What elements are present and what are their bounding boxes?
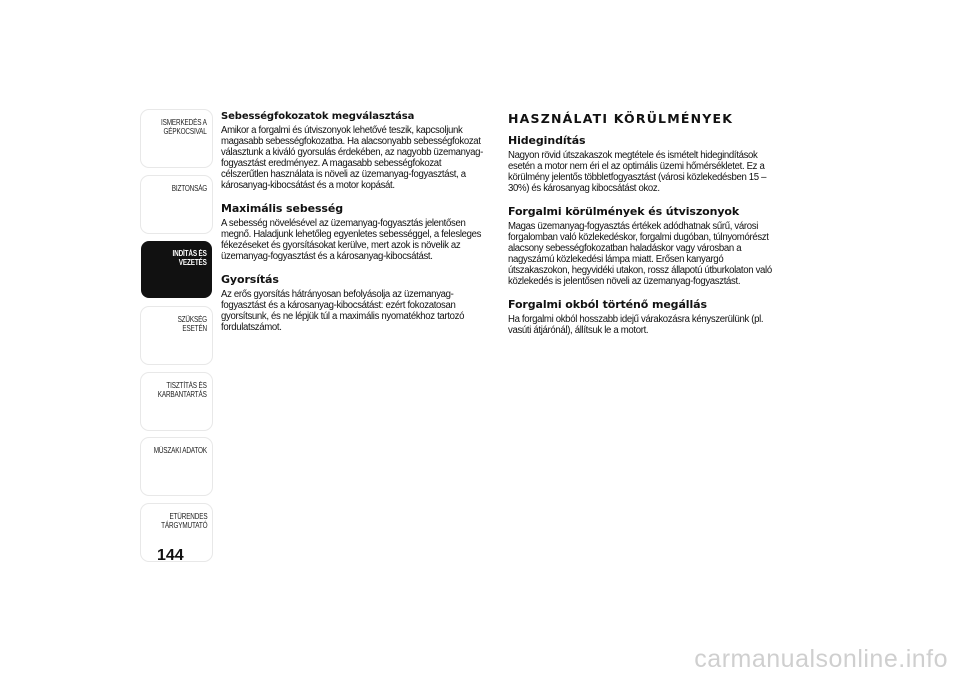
- left-column: [221, 111, 501, 344]
- max-speed-text: A sebesség növelésével az üzemanyag-fogyasztás jelentősen megnő. Haladjunk lehetőleg egyenletes sebességgel, a felesleges fékezéseket és gyorsításokat kerülve, mert azok is növelik az üzemanyag-fogyasztást és a károsanyag-kibocsátást.: [221, 218, 482, 262]
- max-speed-title: Maximális sebesség: [221, 202, 344, 215]
- stops-text: Ha forgalmi okból hosszabb idejű várakozásra kényszerülünk (pl. vasúti átjárónál), állítsuk le a motort.: [508, 314, 764, 336]
- tab-label: SZÜKSÉG ESETÉN: [177, 315, 207, 333]
- tab-label: BIZTONSÁG: [171, 184, 207, 193]
- tab-tisztitas[interactable]: [141, 373, 212, 430]
- tab-szukseg-eseten[interactable]: [141, 307, 212, 364]
- gear-selection-title: Sebességfokozatok megválasztása: [221, 111, 415, 122]
- right-column: [508, 111, 788, 347]
- tab-ismerkedes[interactable]: [141, 110, 212, 167]
- tab-muszaki-adatok[interactable]: [141, 438, 212, 495]
- cold-start-title: Hidegindítás: [508, 134, 586, 147]
- gear-selection-text: Amikor a forgalmi és útviszonyok lehetővé teszik, kapcsoljunk magasabb sebességfokozatba. Ha alacsonyabb sebességfokozat választunk a kiváló gyorsulás érdekében, az nagyobb üzemanyag-fogyasztást eredményez. A magasabb sebességfokozat célszerűtlen használata is növeli az üzemanyag-fogyasztást, a károsanyag-kibocsátást és a motor kopását.: [221, 125, 484, 191]
- page-number: 144: [157, 547, 184, 564]
- traffic-title: Forgalmi körülmények és útviszonyok: [508, 205, 740, 218]
- stops-title: Forgalmi okból történő megállás: [508, 298, 707, 311]
- section-heading: HASZNÁLATI KÖRÜLMÉNYEK: [508, 111, 734, 126]
- tab-biztonsag[interactable]: [141, 176, 212, 233]
- acceleration-text: Az erős gyorsítás hátrányosan befolyásolja az üzemanyag-fogyasztást és a károsanyag-kibocsátást: ezért fokozatosan gyorsítsunk, és ne lépjük túl a maximális nyomatékhoz tartozó fordulatszámot.: [221, 289, 465, 333]
- tab-label: MŰSZAKI ADATOK: [153, 446, 207, 455]
- cold-start-text: Nagyon rövid útszakaszok megtétele és ismételt hidegindítások esetén a motor nem éri el az optimális üzemi hőmérsékletet. Ez a körülmény jelentős többletfogyasztást (városi közlekedésben 15 – 30%) és károsanyag kibocsátást okoz.: [508, 150, 767, 194]
- tab-inditas-es-vezetes[interactable]: [141, 241, 212, 298]
- tab-label: ETŰRENDES TÁRGYMUTATÓ: [160, 512, 207, 530]
- tab-label: INDÍTÁS ÉS VEZETÉS: [172, 249, 207, 267]
- tab-label: ISMERKEDÉS A GÉPKOCSIVAL: [161, 118, 207, 136]
- watermark: carmanualsonline.info: [694, 645, 948, 673]
- acceleration-title: Gyorsítás: [221, 273, 279, 286]
- traffic-text: Magas üzemanyag-fogyasztás értékek adódhatnak sűrű, városi forgalomban való közlekedéskor, forgalmi dugóban, túlnyomórészt alacsony sebességfokozatban haladáskor vagy városban a nagyszámú közlekedési lámpa miatt. Erősen kanyargó útszakaszokon, hegyvidéki utakon, rossz állapotú útburkolaton való közlekedés is jelentősen növeli az üzemanyag-fogyasztást.: [508, 221, 772, 287]
- tab-label: TISZTÍTÁS ÉS KARBANTARTÁS: [158, 381, 207, 399]
